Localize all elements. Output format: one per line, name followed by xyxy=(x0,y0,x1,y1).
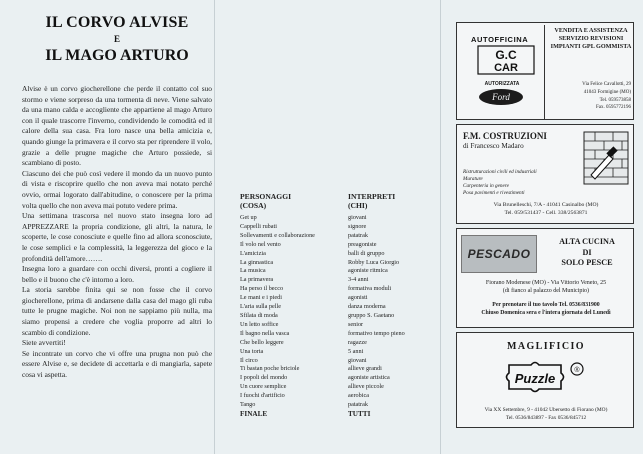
character-cell: Get up xyxy=(240,214,257,221)
performer-cell: danza moderna xyxy=(348,303,386,311)
address-line: Via Brunelleschi, 7/A - 41041 Casinalbo (MO) xyxy=(493,202,599,208)
character-cell: Una torta xyxy=(240,347,264,355)
footer-finale: FINALE xyxy=(240,409,268,418)
ad-autofficina-logo-panel xyxy=(459,25,545,119)
footer-all: TUTTI xyxy=(348,409,371,418)
cast-row xyxy=(240,232,420,241)
cast-row xyxy=(240,303,420,312)
performer-cell: balli di gruppo xyxy=(348,249,385,257)
ad-autofficina-services: VENDITA E ASSISTENZA SERVIZIO REVISIONI IMPIANTI GPL GOMMISTA xyxy=(550,27,632,51)
cast-row xyxy=(240,285,420,294)
gc-logo-text: G.C xyxy=(495,48,517,62)
performer-cell: agoniste artistica xyxy=(348,374,390,382)
address-line: Via XX Settembre, 9 - 41042 Ubersetto di Fiorano (MO) xyxy=(484,407,608,413)
address-line: Via Felice Cavallotti, 29 xyxy=(582,82,631,87)
character-cell: Un letto soffice xyxy=(240,320,279,328)
header-performers: INTERPRETI xyxy=(348,192,396,201)
cast-row xyxy=(240,312,420,321)
cast-row xyxy=(240,401,420,410)
performer-cell: Robby Luca Giorgio xyxy=(348,258,400,266)
header-performers-sub: (CHI) xyxy=(348,201,368,210)
ad-pescado xyxy=(456,228,634,328)
performer-cell: gruppo S. Gaetano xyxy=(348,311,395,319)
character-cell: Sollevamenti e collaborazione xyxy=(240,231,315,239)
header-characters: PERSONAGGI xyxy=(240,192,292,201)
character-cell: L'amicizia xyxy=(240,249,266,257)
character-cell: Cappelli rubati xyxy=(240,222,277,230)
ad-costruzioni-title: F.M. COSTRUZIONI xyxy=(463,131,547,141)
phone-line: Tel. 059/531437 - Cell. 338/2563871 xyxy=(504,210,588,217)
performer-cell: 3-4 anni xyxy=(348,276,369,284)
car-logo-text: CAR xyxy=(494,62,518,74)
character-cell: La ginnastica xyxy=(240,258,274,266)
character-cell: Il circo xyxy=(240,356,258,364)
performer-cell: formativo tempo pieno xyxy=(348,329,405,337)
character-cell: I popoli del mondo xyxy=(240,374,288,382)
ad-maglificio-title: MAGLIFICIO xyxy=(507,341,585,352)
story-text xyxy=(22,84,212,381)
cast-row xyxy=(240,294,420,303)
header-characters-sub: (COSA) xyxy=(240,201,267,210)
cast-footer xyxy=(240,410,420,419)
ad-pescado-title xyxy=(543,237,631,269)
title-line-3: IL MAGO ARTURO xyxy=(45,47,189,64)
gc-car-logo-icon xyxy=(477,45,535,75)
performer-cell: preagoniste xyxy=(348,240,377,248)
brick-wall-trowel-icon xyxy=(583,131,629,185)
title-line: ALTA CUCINA xyxy=(559,237,615,246)
performer-cell: patatrak xyxy=(348,401,368,409)
performer-cell: ragazze xyxy=(348,338,367,346)
cast-row xyxy=(240,267,420,276)
ad-costruzioni-address xyxy=(461,201,631,217)
character-cell: La musica xyxy=(240,267,266,275)
ford-logo-icon: Ford xyxy=(479,89,523,105)
puzzle-logo-icon xyxy=(505,359,589,395)
performer-cell: aerobica xyxy=(348,392,369,400)
performer-cell: agoniste ritmica xyxy=(348,267,388,275)
ad-maglificio-address xyxy=(459,407,633,422)
character-cell: Il bagno nella vasca xyxy=(240,329,290,337)
pescado-logo: PESCADO xyxy=(461,235,537,273)
performer-cell: agonisti xyxy=(348,294,368,302)
cast-row xyxy=(240,259,420,268)
story-paragraph: Siete avvertiti! xyxy=(22,338,66,348)
svg-text:®: ® xyxy=(574,367,580,374)
character-cell: I fuochi d'artificio xyxy=(240,392,285,400)
story-paragraph: Una settimana trascorsa nel nuovo stato insegna loro ad APPREZZARE la propria condizione, gli altri, la natura, le scoperte, le cose conosciute e quelle fino ad allora sconosciute, le cose semplici e la complessità, la leggerezza del gioco e la profondità dell'amore……. xyxy=(22,211,212,263)
title-line: DI xyxy=(582,247,592,257)
story-title xyxy=(22,14,212,65)
performer-cell: giovani xyxy=(348,356,367,364)
ad-pescado-booking xyxy=(461,301,631,317)
performer-cell: formativa moduli xyxy=(348,285,392,293)
story-paragraph: Insegna loro a guardare con occhi diversi, pronti a cogliere il bello e il buono che c'è intorno a loro. xyxy=(22,264,212,284)
cast-row xyxy=(240,321,420,330)
service-line: Carpenteria in genere xyxy=(463,183,509,189)
faded-background-print xyxy=(300,336,450,396)
fax-line: Fax. 0595772196 xyxy=(596,105,631,111)
cast-row xyxy=(240,276,420,285)
booking-line: Per prenotare il tuo tavolo Tel. 0536/831900 xyxy=(492,302,600,308)
cast-row xyxy=(240,241,420,250)
ad-pescado-address xyxy=(461,279,631,295)
fold-line-left xyxy=(214,0,215,454)
address-line: 41043 Formigine (MO) xyxy=(583,89,631,95)
performer-cell: allieve piccole xyxy=(348,383,384,391)
ad-autofficina-address xyxy=(549,81,631,112)
performer-cell: 5 anni xyxy=(348,347,364,355)
phone-line: Tel. 059573858 xyxy=(599,97,631,103)
ad-autofficina-brand: AUTOFFICINA xyxy=(471,35,529,44)
puzzle-logo-text: Puzzle xyxy=(514,371,556,386)
ad-costruzioni-services xyxy=(463,169,573,197)
ad-autofficina xyxy=(456,22,634,120)
performer-cell: senior xyxy=(348,320,364,328)
story-paragraph: La storia sarebbe finita qui se non fosse che il corvo giocherellone, prima di andarsene dalla casa del mago gli ruba tutte le prugne magiche. Noi non ne sappiamo più nulla, ma siamo propensi a credere che voglia proporre ad altri lo scambio di condizione. xyxy=(22,285,212,337)
cast-row xyxy=(240,214,420,223)
performer-cell: giovani xyxy=(348,214,367,221)
character-cell: Un cuore semplice xyxy=(240,383,287,391)
story-paragraph: Se incontrate un corvo che vi offre una prugna non può che essere Alvise e, se decidete di accettarla e di mangiarla, sapete cosa vi aspetta. xyxy=(22,348,212,380)
story-paragraph: Ciascuno dei che può così vedere il mondo da un nuovo punto di vista e riscoprire quello che non aveva mai notato perché ovvio, ormai logorato dall'abitudine, o conoscere per la prima volta quello che non aveva mai potuto vedere prima. xyxy=(22,168,212,210)
service-line: Ristrutturazioni civili ed industriali xyxy=(463,169,537,175)
cast-row xyxy=(240,250,420,259)
ad-maglificio xyxy=(456,332,634,428)
title-line: SOLO PESCE xyxy=(561,258,613,267)
character-cell: La primavera xyxy=(240,276,274,284)
story-paragraph: Alvise è un corvo giocherellone che perde il contatto col suo stormo e viene sorpreso da una tormenta di neve. Viene salvato da una mano calda e accogliente che appartiene al mago Arturo con il quale trascorre l'inverno, condividendo le comodità ed il calore della sua casa. Fra loro nasce una bella amicizia e, quando giunge la primavera e il corvo sta per riprendere il volo, grazie a delle prugne magiche che Arturo possiede, si scambiano di posto. xyxy=(22,84,212,168)
cast-header xyxy=(240,192,420,210)
title-line-2: E xyxy=(113,34,120,44)
ad-costruzioni-owner: di Francesco Madaro xyxy=(463,142,524,150)
address-line: (di fianco al palazzo del Municipio) xyxy=(502,288,590,295)
phone-line: Tel. 0536/843897 - Fax 0536/845712 xyxy=(505,414,587,421)
title-line-1: IL CORVO ALVISE xyxy=(45,14,189,31)
performer-cell: patatrak xyxy=(348,231,368,239)
cast-row xyxy=(240,223,420,232)
character-cell: Il volo nel vento xyxy=(240,240,281,248)
character-cell: Tango xyxy=(240,401,256,409)
performer-cell: allieve grandi xyxy=(348,365,382,373)
character-cell: Sfilata di moda xyxy=(240,311,278,319)
character-cell: Ti bastan poche briciole xyxy=(240,365,300,373)
character-cell: Ha perso il becco xyxy=(240,285,284,293)
character-cell: L'aria sulla pelle xyxy=(240,303,281,311)
ad-costruzioni xyxy=(456,124,634,224)
performer-cell: signore xyxy=(348,222,367,230)
closing-line: Chiuso Domenica sera e l'intera giornata del Lunedì xyxy=(481,310,611,316)
character-cell: Che bello leggere xyxy=(240,338,284,346)
service-line: Posa pavimenti e rivestimenti xyxy=(463,190,525,196)
service-line: Murature xyxy=(463,176,483,182)
address-line: Fiorano Modenese (MO) - Via Vittorio Veneto, 25 xyxy=(485,280,607,286)
character-cell: Le mani e i piedi xyxy=(240,294,282,302)
authorized-label: AUTORIZZATA xyxy=(484,81,520,87)
